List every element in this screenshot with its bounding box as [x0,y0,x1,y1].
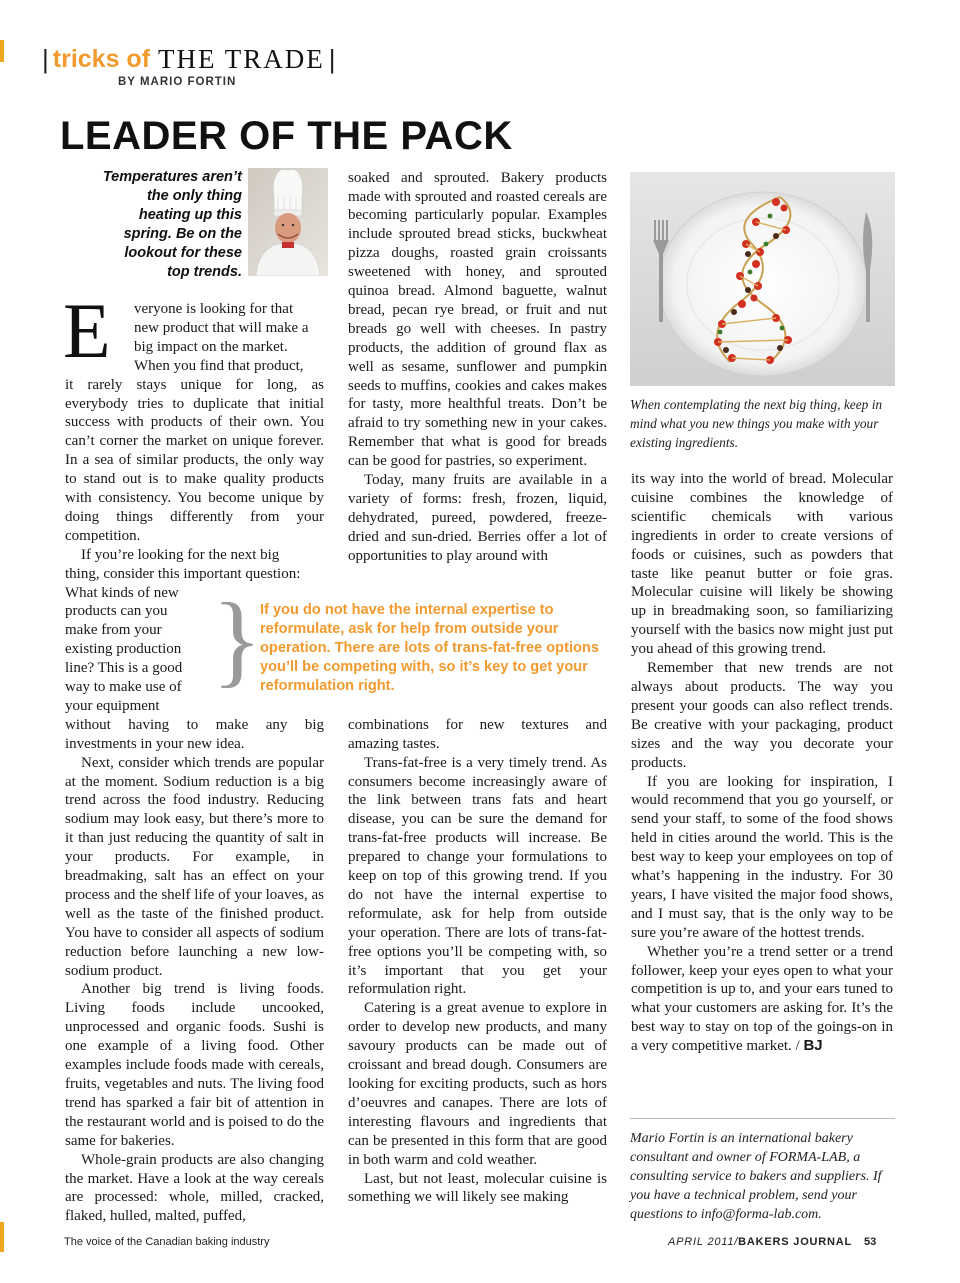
body-paragraph: Another big trend is living foods. Living foods include uncooked, unprocessed and organic foods. Sushi is one example of a living food. Other examples include foods made with cereals, fruits, vegetables and nuts. The living food trend has sparked a fair bit of attention in the restaurant world and is poised to do the same for bakeries. [65,981,324,1149]
divider: | [42,43,49,74]
body-paragraph: its way into the world of bread. Molecular cuisine combines the knowledge of scientific chemicals with various ingredients in order to create versions of foods or cuisines, such as powders that taste like peanut butter or foie gras. Molecular cuisine will likely be showing up in breadmaking soon, so familiarizing yourself with the basics now might just put you ahead of this growing trend. [631,471,893,658]
article-column-1-body [65,376,324,546]
body-line: line? This is a good [65,660,183,677]
body-line: big impact on the market. [134,338,288,355]
body-line: way to make use of [65,679,182,696]
body-paragraph: Today, many fruits are available in a variety of forms: fresh, frozen, liquid, dehydrated, pureed, powdered, freeze-dried and sun-dried. Berries offer a lot of opportunities to play around with [348,472,607,564]
author-bio: Mario Fortin is an international bakery consultant and owner of FORMA-LAB, a consulting service to bakers and suppliers. If you have a technical problem, send your questions to info@forma-lab.com. [630,1131,882,1222]
body-line: If you’re looking for the next big [81,546,280,563]
magazine-name: BAKERS JOURNAL [738,1236,853,1248]
body-line: veryone is looking for that [134,301,294,317]
deck-line: the only thing [146,188,242,204]
body-line: make from your [65,622,162,639]
page-number: 53 [864,1236,877,1248]
body-line: products can you [65,603,168,620]
body-paragraph: Next, consider which trends are popular at the moment. Sodium reduction is a big trend across the food industry. Reducing sodium may look easy, but there’s more to it than just reducing the quantity of salt in your products. For example, in breadmaking, salt has an effect on your process and the shelf life of your loaves, as well as the taste of the finished product. You have to consider all aspects of sodium reduction before launching a new low-sodium product. [65,754,324,979]
article-column-2-top [348,169,607,566]
body-line: What kinds of new [65,584,179,601]
body-paragraph: Catering is a great avenue to explore in order to develop new products, and many savoury products can be made out of croissant and bread dough. Consumers are looking for exciting products, such as hors d’oeuvres and canapes. There are lots of interesting flavours and ingredients that can be presented in this form that are good in both warm and cold weather. [348,1000,607,1168]
deck-line: lookout for these [124,245,242,261]
body-paragraph: it rarely stays unique for long, as everybody tries to duplicate that initial success with products of their own. You can’t corner the market on unique forever. In a sea of similar products, the only way to stand out is to make quality products with consistency. You become unique by doing things differently from your competition. [65,376,324,544]
pull-quote: If you do not have the internal expertise to reformulate, ask for help from outside your operation. There are lots of trans-fat-free options you’ll be competing with, so it’s key to get your reformulation right. [260,602,599,694]
article-column-1-lower [65,716,324,1226]
article-column-3 [631,470,893,1056]
article-deck [92,168,242,282]
article-column-1 [134,300,324,376]
body-paragraph: Trans-fat-free is a very timely trend. As consumers become increasingly aware of the link between trans fats and heart disease, you can be sure the demand for trans-fat-free products will increase. Be prepared to change your formulations to keep on top of this growing trend. If you do not have the internal expertise to reformulate, ask for help from outside your operation. There are lots of trans-fat-free options you’ll be competing with, so it’s important that you get your reformulation right. [348,754,607,998]
page-edge-mark [0,40,4,62]
body-line: new product that will make a [134,319,309,336]
divider: | [328,43,336,74]
body-text: Whether you’re a trend setter or a trend follower, keep your eyes open to what your competition is up to, and your ears tuned to what your customers are asking for. It’s the best way to stay on top of the goings-on in a very competitive market. / [631,943,893,1055]
section-tag: tricks of [52,44,151,73]
deck-line: spring. Be on the [123,226,242,242]
body-paragraph: Remember that new trends are not always about products. The way you present your goods can also reflect trends. Be creative with your packaging, product sizes and the way you decorate your products. [631,660,893,771]
section-header [38,44,340,74]
section-title: THE TRADE [158,43,325,74]
deck-line: heating up this [138,207,242,223]
body-paragraph: combinations for new textures and amazing tastes. [348,716,607,752]
deck-line: Temperatures aren’t [102,169,242,185]
body-line: thing, consider this important question: [65,565,301,582]
body-paragraph: Whole-grain products are also changing the market. Have a look at the way cereals are processed: whole, milled, cracked, flaked, hulled, malted, puffed, [65,1151,324,1225]
body-line: existing production [65,641,182,658]
end-mark: BJ [803,1037,823,1055]
body-line: When you find that product, [134,357,304,374]
article-column-2-bottom [348,716,607,1208]
issue-date: APRIL 2011/ [668,1236,739,1248]
pullquote-brace: } [212,582,262,697]
drop-cap: E [63,287,111,374]
body-line: your equipment [65,697,160,714]
body-paragraph: Last, but not least, molecular cuisine is something we will likely see making [348,1170,607,1206]
footer-folio [668,1236,876,1248]
dna-plate-photo [630,172,895,386]
page-edge-mark [0,1222,4,1252]
body-paragraph: If you are looking for inspiration, I would recommend that you go yourself, or send your staff, to some of the food shows held in cities around the world. This is the best way to keep your employees on top of what’s happening in the industry. For 30 years, I have visited the major food shows, and I must say, that is the only way to be sure you’re aware of the hottest trends. [631,773,893,941]
deck-line: top trends. [167,264,242,280]
body-paragraph [631,943,893,1056]
article-headline: LEADER OF THE PACK [60,114,513,158]
author-photo [248,168,328,276]
byline: BY MARIO FORTIN [118,76,237,88]
body-paragraph: without having to make any big investments in your new idea. [65,716,324,752]
body-paragraph: soaked and sprouted. Bakery products made with sprouted and roasted cereals are becoming particularly popular. Examples include sprouted bread sticks, buckwheat pizza doughs, roasted grain croissants sweetened with honey, and sprouted quinoa bread. Almond baguette, walnut bread, pecan rye bread, or fruit and nut breads go well with cheeses. In pastry products, the addition of ground flax as well as sesame, sunflower and pumpkin seeds to muffins, cookies and cakes makes for tasty, more healthful treats. Don’t be afraid to try something new in your cakes. Remember that what is good for breads can be good for pastries, so experiment. [348,169,607,470]
photo-caption: When contemplating the next big thing, keep in mind what you new things you make with your existing ingredients. [630,397,883,450]
footer-tagline: The voice of the Canadian baking industry [64,1236,270,1248]
bio-divider [630,1118,895,1119]
